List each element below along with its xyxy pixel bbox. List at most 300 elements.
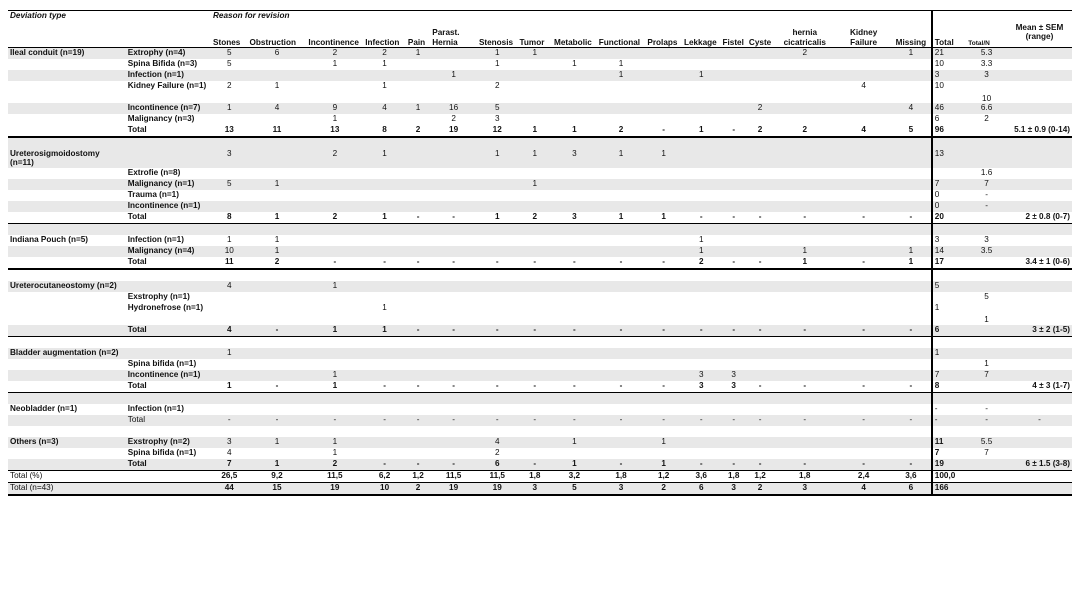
column-header: Kidney Failure xyxy=(849,28,878,47)
row-subgroup-label: Total xyxy=(126,459,211,471)
row-group-label xyxy=(8,359,126,370)
value-cell xyxy=(747,269,773,281)
value-cell xyxy=(747,281,773,292)
spacer-row xyxy=(8,223,1072,235)
value-cell xyxy=(211,336,248,348)
value-cell xyxy=(306,292,363,303)
value-cell: 5 xyxy=(227,59,232,68)
row-group-label xyxy=(8,246,126,257)
value-cell: 1 xyxy=(518,149,553,168)
value-cell: 3 xyxy=(552,149,597,168)
value-cell: 6 xyxy=(682,482,721,495)
value-cell xyxy=(645,292,682,303)
value-cell: - xyxy=(747,212,773,224)
value-cell xyxy=(836,223,891,235)
value-cell xyxy=(597,292,646,303)
value-cell xyxy=(721,437,747,448)
value-cell xyxy=(645,168,682,179)
table-row xyxy=(8,437,1072,448)
value-cell xyxy=(645,246,682,257)
value-cell xyxy=(430,190,477,201)
value-cell xyxy=(645,359,682,370)
value-cell xyxy=(682,269,721,281)
value-cell xyxy=(836,59,891,70)
value-cell xyxy=(773,292,836,303)
value-cell xyxy=(773,179,836,190)
row-subgroup-label xyxy=(126,223,211,235)
value-cell xyxy=(363,137,406,149)
value-cell xyxy=(248,392,307,404)
row-total-cell: 8 xyxy=(932,381,967,393)
row-subgroup-label: Spina Bifida (n=3) xyxy=(127,59,198,68)
row-total-cell xyxy=(932,269,967,281)
value-cell: - xyxy=(406,415,430,426)
row-group-label xyxy=(8,303,126,325)
value-cell xyxy=(518,114,553,125)
value-cell xyxy=(363,437,406,448)
value-cell: 5 xyxy=(211,179,248,190)
value-cell xyxy=(406,370,430,381)
value-cell: - xyxy=(518,415,553,426)
value-cell xyxy=(306,404,363,415)
value-cell: 3 xyxy=(552,212,597,224)
column-header: Infection xyxy=(365,37,400,47)
value-cell: - xyxy=(430,381,477,393)
mean-sem-cell xyxy=(1007,269,1072,281)
value-cell xyxy=(248,168,307,179)
row-total-cell xyxy=(932,336,967,348)
value-cell xyxy=(363,179,406,190)
value-cell xyxy=(721,336,747,348)
table-row xyxy=(8,103,1072,114)
mean-sem-cell xyxy=(1007,482,1072,495)
column-header: Tumor xyxy=(519,37,545,47)
value-cell: 19 xyxy=(430,482,477,495)
row-group-label: Indiana Pouch (n=5) xyxy=(10,234,89,244)
value-cell: 1 xyxy=(306,281,363,292)
value-cell xyxy=(430,392,477,404)
value-cell: 3 xyxy=(682,381,721,393)
value-cell xyxy=(747,448,773,459)
value-cell xyxy=(747,246,773,257)
row-group-label xyxy=(8,426,126,437)
total-per-n-cell: 1.6 xyxy=(980,167,993,177)
value-cell: - xyxy=(645,257,682,269)
value-cell xyxy=(477,179,518,190)
value-cell xyxy=(597,370,646,381)
row-total-cell: 10 xyxy=(932,59,967,70)
value-cell xyxy=(477,137,518,149)
value-cell xyxy=(773,190,836,201)
value-cell xyxy=(891,149,932,168)
value-cell xyxy=(891,70,932,81)
value-cell xyxy=(477,223,518,235)
value-cell: 1 xyxy=(430,70,477,81)
value-cell xyxy=(645,404,682,415)
column-header: hernia cicatricalis xyxy=(783,28,826,47)
row-group-label xyxy=(8,223,126,235)
row-subgroup-label xyxy=(126,336,211,348)
row-subgroup-label: Extrophy (n=4) xyxy=(126,48,211,60)
value-cell: 3 xyxy=(682,370,721,381)
value-cell xyxy=(552,404,597,415)
row-subgroup-label: Total xyxy=(126,125,211,137)
value-cell: - xyxy=(477,415,518,426)
total-per-n-cell xyxy=(966,470,1007,482)
header-blank xyxy=(1007,11,1072,24)
value-cell xyxy=(773,359,836,370)
value-cell: 1 xyxy=(477,48,518,60)
value-cell: - xyxy=(430,415,477,426)
column-header: Functional xyxy=(598,37,641,47)
total-per-n-cell xyxy=(966,482,1007,495)
mean-sem-cell xyxy=(1007,70,1072,81)
value-cell xyxy=(430,348,477,359)
mean-sem-cell xyxy=(1007,437,1072,448)
value-cell xyxy=(747,348,773,359)
mean-sem-cell xyxy=(1007,359,1072,370)
value-cell xyxy=(747,201,773,212)
value-cell xyxy=(773,70,836,81)
value-cell xyxy=(552,392,597,404)
value-cell xyxy=(406,70,430,81)
value-cell: 3,6 xyxy=(891,470,932,482)
value-cell xyxy=(477,404,518,415)
row-group-label xyxy=(8,336,126,348)
row-total-cell: 10 xyxy=(932,81,967,103)
value-cell xyxy=(248,426,307,437)
value-cell: - xyxy=(773,381,836,393)
value-cell xyxy=(682,114,721,125)
grand-total-row xyxy=(8,470,1072,482)
value-cell xyxy=(363,269,406,281)
value-cell xyxy=(518,70,553,81)
value-cell: 26,5 xyxy=(211,470,248,482)
value-cell xyxy=(747,223,773,235)
value-cell xyxy=(721,81,747,103)
row-group-label: Others (n=3) xyxy=(8,437,126,448)
row-group-label xyxy=(8,137,126,149)
value-cell xyxy=(363,223,406,235)
mean-sem-cell xyxy=(1007,292,1072,303)
value-cell xyxy=(836,448,891,459)
total-per-n-cell xyxy=(966,325,1007,337)
mean-sem-cell xyxy=(1007,190,1072,201)
value-cell xyxy=(363,201,406,212)
total-per-n-cell xyxy=(966,269,1007,281)
value-cell xyxy=(597,246,646,257)
value-cell: 19 xyxy=(306,482,363,495)
value-cell xyxy=(721,448,747,459)
mean-sem-cell xyxy=(1007,201,1072,212)
column-header: Obstruction xyxy=(249,37,296,47)
value-cell xyxy=(306,426,363,437)
value-cell xyxy=(682,281,721,292)
value-cell xyxy=(518,235,553,246)
value-cell: 1 xyxy=(248,212,307,224)
row-total-cell: 1 xyxy=(932,303,967,325)
value-cell xyxy=(721,168,747,179)
value-cell xyxy=(773,448,836,459)
value-cell xyxy=(891,114,932,125)
value-cell xyxy=(406,336,430,348)
total-per-n-cell: 10 xyxy=(982,93,992,103)
row-subgroup-label: Incontinence (n=7) xyxy=(126,103,211,114)
value-cell xyxy=(406,168,430,179)
value-cell: 3 xyxy=(597,482,646,495)
value-cell: 5 xyxy=(891,125,932,137)
column-header: Prolaps xyxy=(647,37,678,47)
value-cell: 2,4 xyxy=(836,470,891,482)
deviation-type-header: Deviation type xyxy=(8,11,211,24)
value-cell: - xyxy=(248,381,307,393)
mean-sem-cell xyxy=(1007,370,1072,381)
value-cell xyxy=(477,269,518,281)
value-cell: 1 xyxy=(332,447,338,457)
value-cell xyxy=(406,448,430,459)
value-cell: 3,6 xyxy=(682,470,721,482)
value-cell: 1 xyxy=(382,81,387,90)
mean-sem-cell: 5.1 ± 0.9 (0-14) xyxy=(1007,125,1072,137)
value-cell xyxy=(682,81,721,103)
value-cell xyxy=(773,235,836,246)
value-cell xyxy=(836,168,891,179)
value-cell: 1 xyxy=(597,70,646,81)
table-row xyxy=(8,448,1072,459)
value-cell xyxy=(682,336,721,348)
value-cell: 19 xyxy=(430,125,477,137)
value-cell xyxy=(363,348,406,359)
value-cell: 1 xyxy=(406,103,430,114)
total-per-n-cell: 5.5 xyxy=(966,437,1007,448)
value-cell xyxy=(306,201,363,212)
total-per-n-cell: 3.5 xyxy=(966,246,1007,257)
value-cell: 1 xyxy=(306,381,363,393)
value-cell: 1 xyxy=(406,48,430,60)
value-cell xyxy=(891,404,932,415)
total-per-n-cell: 1 xyxy=(984,315,989,325)
row-group-label xyxy=(8,103,126,114)
value-cell xyxy=(211,201,248,212)
value-cell xyxy=(721,269,747,281)
value-cell xyxy=(552,370,597,381)
row-subgroup-label: Malignancy (n=4) xyxy=(126,246,211,257)
row-subgroup-label: Infection (n=1) xyxy=(127,234,184,244)
value-cell xyxy=(891,348,932,359)
value-cell xyxy=(891,223,932,235)
value-cell xyxy=(682,137,721,149)
value-cell xyxy=(891,392,932,404)
row-group-label xyxy=(8,370,126,381)
value-cell xyxy=(363,448,406,459)
value-cell xyxy=(477,370,518,381)
value-cell xyxy=(836,281,891,292)
value-cell xyxy=(430,426,477,437)
value-cell xyxy=(406,149,430,168)
value-cell xyxy=(518,168,553,179)
value-cell xyxy=(477,392,518,404)
row-group-label xyxy=(8,381,126,393)
value-cell xyxy=(477,70,518,81)
value-cell xyxy=(406,137,430,149)
total-per-n-cell: 3 xyxy=(984,234,989,244)
value-cell xyxy=(430,303,477,325)
value-cell xyxy=(721,426,747,437)
table-row xyxy=(8,246,1072,257)
row-subgroup-label xyxy=(126,281,211,292)
row-subgroup-label: Total xyxy=(126,415,211,426)
value-cell: 1 xyxy=(306,437,363,448)
value-cell: 1 xyxy=(363,325,406,337)
value-cell xyxy=(836,348,891,359)
total-header: Total xyxy=(932,23,967,48)
value-cell: - xyxy=(430,325,477,337)
value-cell: 1,8 xyxy=(597,470,646,482)
value-cell xyxy=(773,303,836,325)
total-row xyxy=(8,212,1072,224)
value-cell xyxy=(363,392,406,404)
row-subgroup-label: Total xyxy=(126,257,211,269)
value-cell xyxy=(597,426,646,437)
row-subgroup-label: Infection (n=1) xyxy=(127,403,184,413)
value-cell: 1 xyxy=(518,48,553,60)
spacer-row xyxy=(8,392,1072,404)
value-cell xyxy=(552,81,597,103)
value-cell xyxy=(248,137,307,149)
value-cell xyxy=(891,359,932,370)
value-cell: - xyxy=(552,415,597,426)
mean-sem-cell xyxy=(1007,48,1072,60)
row-subgroup-label xyxy=(126,149,211,168)
value-cell: - xyxy=(552,325,597,337)
value-cell: 2 xyxy=(406,125,430,137)
value-cell: - xyxy=(773,325,836,337)
mean-sem-cell xyxy=(1007,179,1072,190)
row-group-label xyxy=(8,179,126,190)
value-cell xyxy=(248,201,307,212)
value-cell xyxy=(773,137,836,149)
value-cell: 2 xyxy=(306,48,363,60)
total-n-header: Total/N xyxy=(968,39,990,47)
value-cell xyxy=(248,348,307,359)
value-cell xyxy=(552,292,597,303)
value-cell: 4 xyxy=(836,482,891,495)
value-cell xyxy=(721,190,747,201)
value-cell: 1 xyxy=(552,459,597,471)
value-cell: - xyxy=(406,257,430,269)
value-cell xyxy=(645,137,682,149)
value-cell xyxy=(211,190,248,201)
table-row xyxy=(8,59,1072,70)
value-cell: 5 xyxy=(211,48,248,60)
value-cell: 3 xyxy=(518,482,553,495)
value-cell: 3 xyxy=(721,370,747,381)
value-cell xyxy=(306,168,363,179)
value-cell: 1 xyxy=(363,149,406,168)
row-total-cell: 0 xyxy=(932,190,967,201)
value-cell xyxy=(836,190,891,201)
value-cell xyxy=(891,281,932,292)
value-cell xyxy=(306,179,363,190)
value-cell xyxy=(430,59,477,70)
value-cell xyxy=(891,426,932,437)
value-cell: 2 xyxy=(306,212,363,224)
value-cell xyxy=(248,281,307,292)
value-cell xyxy=(645,303,682,325)
value-cell xyxy=(430,437,477,448)
value-cell: 1 xyxy=(211,381,248,393)
value-cell: 1 xyxy=(494,59,500,68)
value-cell xyxy=(597,190,646,201)
total-row xyxy=(8,325,1072,337)
value-cell xyxy=(721,114,747,125)
value-cell: 1 xyxy=(597,149,646,168)
value-cell: - xyxy=(363,415,406,426)
value-cell xyxy=(773,437,836,448)
value-cell xyxy=(406,359,430,370)
value-cell: 1,2 xyxy=(747,470,773,482)
row-subgroup-label xyxy=(126,137,211,149)
value-cell xyxy=(645,392,682,404)
value-cell xyxy=(552,48,597,60)
value-cell: 2 xyxy=(597,125,646,137)
value-cell xyxy=(747,235,773,246)
total-per-n-cell xyxy=(966,336,1007,348)
value-cell: - xyxy=(773,459,836,471)
value-cell xyxy=(430,359,477,370)
value-cell xyxy=(773,149,836,168)
value-cell: - xyxy=(406,381,430,393)
value-cell xyxy=(597,336,646,348)
value-cell xyxy=(430,137,477,149)
value-cell xyxy=(552,426,597,437)
value-cell: 1 xyxy=(645,437,682,448)
value-cell xyxy=(306,303,363,325)
value-cell xyxy=(721,48,747,60)
value-cell xyxy=(721,235,747,246)
value-cell xyxy=(248,359,307,370)
value-cell xyxy=(363,336,406,348)
value-cell: 8 xyxy=(363,125,406,137)
value-cell: - xyxy=(836,325,891,337)
row-total-cell: 17 xyxy=(932,257,967,269)
value-cell xyxy=(518,246,553,257)
value-cell xyxy=(477,303,518,325)
value-cell xyxy=(552,190,597,201)
value-cell xyxy=(747,81,773,103)
value-cell xyxy=(211,370,248,381)
value-cell xyxy=(891,190,932,201)
total-per-n-cell: 1 xyxy=(984,358,989,368)
total-per-n-cell xyxy=(966,381,1007,393)
mean-sem-cell: 2 ± 0.8 (0-7) xyxy=(1007,212,1072,224)
row-group-label xyxy=(8,190,126,201)
table-row xyxy=(8,190,1072,201)
value-cell: 2 xyxy=(306,459,363,471)
value-cell: 6 xyxy=(477,459,518,471)
value-cell xyxy=(682,168,721,179)
table-row xyxy=(8,168,1072,179)
value-cell: 1 xyxy=(773,257,836,269)
value-cell xyxy=(406,223,430,235)
value-cell: - xyxy=(477,257,518,269)
value-cell xyxy=(836,114,891,125)
row-total-cell: 7 xyxy=(932,179,967,190)
value-cell xyxy=(645,370,682,381)
value-cell: 2 xyxy=(363,48,406,60)
value-cell: 1 xyxy=(682,246,721,257)
row-total-cell: 6 xyxy=(932,114,967,125)
